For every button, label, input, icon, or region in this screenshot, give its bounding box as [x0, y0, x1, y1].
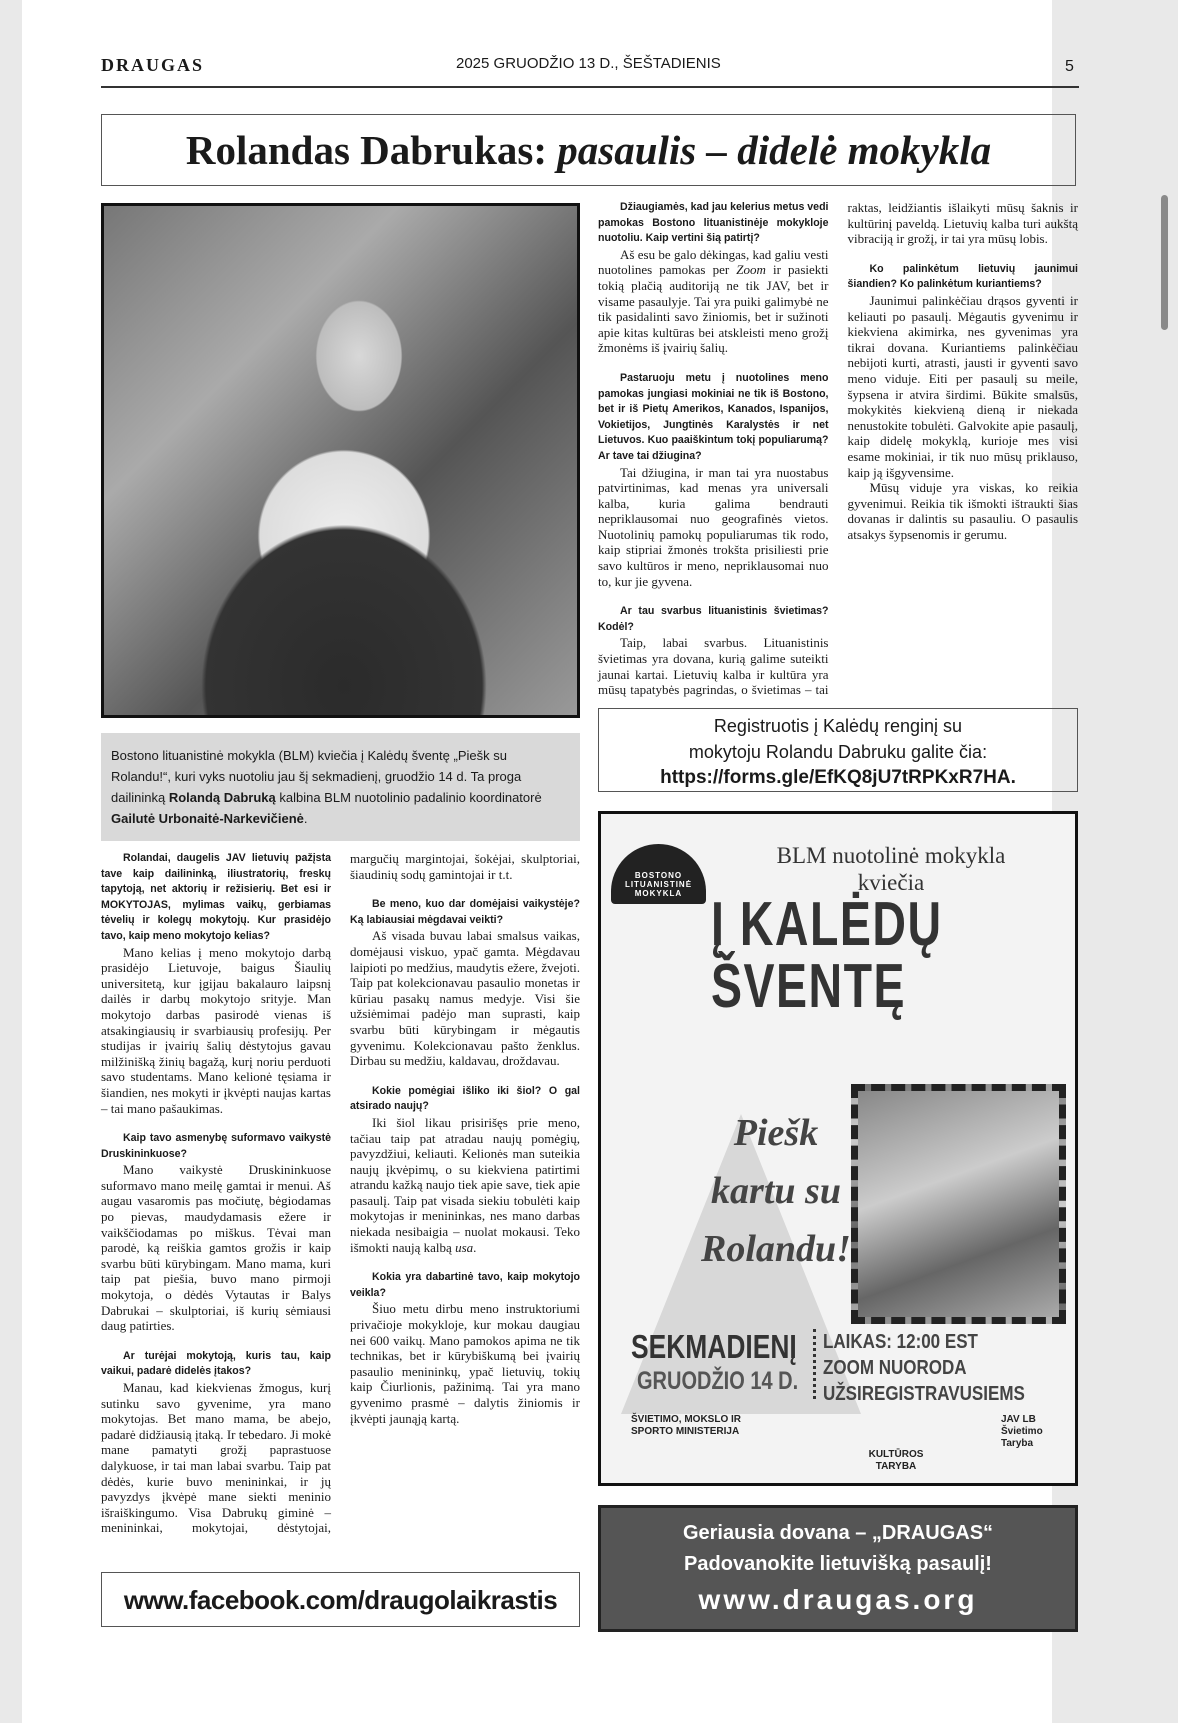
portrait-photo [101, 203, 580, 718]
ad-line: Geriausia dovana – „DRAUGAS“ [682, 1522, 994, 1544]
interview-answer: Mano kelias į meno mokytojo darbą prasidėjo Lietuvoje, baigus Šiaulių universitetą, kur įgijau bakalauro laipsnį dailės ir darbų mokytojo srityje. Man mokytojo darbas pasirodė vienas iš atsakingiausių ir svarbiausių profesijų. Per studijas ir įvairių šalių dėstytojus gavau milžinišką žinių bagažą, kurį noriu perduoti savo studentams. Mano kelionė tęsiama ir šiandien, nes mokyti ir įkvėpti naujas kartas – tai mano pašaukimas. [101, 944, 331, 1116]
registration-link[interactable]: https://forms.gle/EfKQ8jU7tRPKxR7HA. [660, 767, 1016, 788]
interview-columns-left [101, 851, 580, 1566]
interview-question: Ko palinkėtum lietuvių jaunimui šiandien? Ko palinkėtum kuriantiems? [847, 262, 1078, 291]
intro-caption [101, 733, 580, 841]
caption-bold-name: Rolandą Dabruką [168, 790, 276, 805]
poster-script-text [671, 1104, 881, 1278]
interview-answer: Taip, labai svarbus. Lituanistinis švietimas yra dovana, kurią galime suteikti jaunai kartai. Lietuvių kalba ir kultūra yra mūsų tapatybės pagrindas, o švietimas – tai raktas, leidžiantis išlaikyti mūsų šaknis ir kultūrinį paveldą. Lietuvių kalba turi aukštą vibraciją ir grožį, ir tai yra mūsų lobis. [598, 200, 1078, 698]
headline-line: Į KALĖDŲ [711, 890, 943, 959]
sponsor-jav-lb-logo: JAV LB Švietimo Taryba [1001, 1414, 1043, 1449]
poster-headline [711, 890, 943, 1021]
school-logo [611, 844, 706, 904]
interview-answer: Mano vaikystė Druskininkuose suformavo mano meilę gamtai ir menui. Aš augau vasaromis pas močiutę, bėgiodamas po pievas, maudydamasis ežere ir vaikščiodamas po miškus. Tėvai man parodė, ką reiškia gamtos grožis ir kaip svarbu būti kūrybingam. Mano mama, kuri taip pat piešia, buvo mano pirmoji mokytoja, o dėdės Vytautas ir Balys Dabrukai – skulptoriai, iš kurių sėmiausi daug patirties. [101, 1162, 331, 1334]
interview-columns-right [598, 200, 1078, 700]
registration-line: mokytoju Rolandu Dabruku galite čia: [688, 742, 988, 762]
draugas-ad [598, 1505, 1078, 1632]
script-line: Rolandu! [701, 1228, 851, 1270]
registration-box [598, 708, 1078, 792]
script-line: kartu su [711, 1170, 841, 1212]
interview-answer: Tai džiugina, ir man tai yra nuostabus patvirtinimas, kad menas yra universali kalba, kuria galima bendrauti nepriklausomai nuo geografinės vietos. Nuotolinių pamokų populiarumas tik rodo, kaip stipriai žmonės trokšta prisiliesti prie savo kultūros ir meno, nepriklausomai nuo to, kur jie gyvena. [598, 464, 829, 589]
headline-line: ŠVENTĘ [711, 952, 907, 1021]
interview-question: Kaip tavo asmenybę suformavo vaikystė Druskininkuose? [101, 1132, 331, 1160]
invite-line: kviečia [857, 870, 925, 895]
poster-time-info [823, 1329, 1025, 1407]
poster-photo [851, 1084, 1066, 1324]
caption-text: . [303, 811, 308, 826]
facebook-link[interactable]: www.facebook.com/draugolaikrastis [101, 1572, 580, 1627]
poster-day: SEKMADIENĮ [631, 1328, 797, 1365]
interview-question: Be meno, kuo dar domėjaisi vaikystėje? Ką labiausiai mėgdavai veikti? [350, 898, 580, 926]
poster-date: GRUODŽIO 14 D. [637, 1367, 799, 1395]
event-poster [598, 811, 1078, 1486]
interview-question: Džiaugiamės, kad jau kelerius metus vedi pamokas Bostono lituanistinėje mokykloje nuotoliu. Kaip vertini šią patirtį? [598, 201, 829, 245]
logo-text: BOSTONO LITUANISTINĖ MOKYKLA [624, 871, 693, 898]
interview-answer: Šiuo metu dirbu meno instruktoriumi privačioje mokykloje, kur mokau daugiau nei 600 vaikų. Mano pamokos apima ne tik technikas, bet ir kūrybiškumą bei įvairių pasaulio menininkų, ypač lietuvių, tokių kaip Čiurlionis, pažinimą. Tai yra mano gyvenimo prasmė – dalytis žiniomis ir įkvėpti jaunąją kartą. [350, 1301, 580, 1426]
sponsor-culture-council-logo: KULTŪROS TARYBA [868, 1449, 924, 1472]
title-name: Rolandas Dabrukas: [185, 127, 547, 173]
article-title [101, 114, 1076, 186]
interview-question: Pastaruoju metu į nuotolines meno pamokas jungiasi mokiniai ne tik iš Bostono, bet ir iš Pietų Amerikos, Kanados, Ispanijos, Vokietijos, Jungtinės Karalystės ir net Lietuvos. Kuo paaiškintum tokį populiarumą? Ar tave tai džiugina? [598, 371, 829, 462]
poster-time: LAIKAS: 12:00 EST [823, 1331, 978, 1353]
interview-question: Kokie pomėgiai išliko iki šiol? O gal atsirado naujų? [350, 1084, 580, 1113]
script-line: Piešk [733, 1112, 819, 1154]
poster-zoom-line: UŽSIREGISTRAVUSIEMS [823, 1383, 1025, 1405]
interview-question: Ar turėjai mokytoją, kuris tau, kaip vaikui, padarė didelės įtakos? [101, 1349, 331, 1378]
caption-text: kalbina BLM nuotolinio padalinio koordinatorė [275, 790, 542, 805]
header-rule [101, 86, 1079, 88]
poster-invite [721, 842, 1061, 896]
invite-line: BLM nuotolinė mokykla [776, 843, 1006, 868]
interview-answer: Jaunimui palinkėčiau drąsos gyventi ir keliauti po pasaulį. Mėgautis gyvenimu ir kiekviena akimirka, nes gyvenimas yra tikrai dovana. Kuriantiems palinkėčiau nebijoti kurti, atrasti, jausti ir gyventi savo meno viduje. Eiti per pasaulį su meile, šypsena ir atvira širdimi. Būkite smalsūs, mokykitės kiekvieną dieną ir niekada nenustokite tobulėti. Galvokite apie pasaulį, kaip didelę mokyklą, kurioje mes visi esame mokiniai, ir tik nuo mūsų priklauso, kaip ją išgyvensime. [847, 292, 1078, 480]
interview-answer: Mūsų viduje yra viskas, ko reikia gyvenimui. Reikia tik išmokti ištraukti šias dovanas ir dalintis su pasauliu. O pasaulis atsakys šypsenomis ir gerumu. [847, 480, 1078, 542]
interview-question: Kokia yra dabartinė tavo, kaip mokytojo veikla? [350, 1271, 580, 1299]
issue-date: 2025 GRUODŽIO 13 D., ŠEŠTADIENIS [456, 55, 721, 72]
caption-text: Bostono lituanistinė mokykla (BLM) kviečia į Kalėdų šventę „Piešk su Rolandu!“, kuri vyks nuotoliu jau šį sekmadienį, gruodžio 14 d. Ta proga dailininką [111, 748, 522, 805]
masthead: DRAUGAS [101, 55, 205, 75]
interview-question: Ar tau svarbus lituanistinis švietimas? Kodėl? [598, 605, 829, 633]
interview-question: Rolandai, daugelis JAV lietuvių pažįsta tave kaip dailininką, iliustratorių, freskų tapytoją, net aktorių ir režisierių. Bet esi ir MOKYTOJAS, mylimas vaikų, gerbiamas tėvelių ir kolegų mokytojų. Kur prasidėjo tavo, kaip meno mokytojo kelias? [101, 852, 331, 942]
sponsor-ministry-logo: ŠVIETIMO, MOKSLO IR SPORTO MINISTERIJA [631, 1414, 742, 1437]
page-number: 5 [1065, 58, 1074, 75]
ad-link[interactable]: www.draugas.org [698, 1584, 978, 1615]
dotted-divider [813, 1329, 816, 1399]
interview-answer: Aš visada buvau labai smalsus vaikas, domėjausi viskuo, ypač gamta. Mėgdavau laipioti po medžius, maudytis ežere, žvejoti. Taip pat kolekcionavau pasaulio monetas ir kūriau pasakų namus medyje. Visi šie užsiėmimai padėjo man suprasti, kaip svarbu būti kūrybingam ir mėgautis gyvenimu. Kolekcionavau pašto ženklus. Dirbau su medžiu, kaldavau, droždavau. [350, 928, 580, 1069]
scrollbar-thumb[interactable] [1161, 195, 1168, 330]
ad-line: Padovanokite lietuvišką pasaulį! [684, 1553, 992, 1575]
title-subtitle: pasaulis – didelė mokykla [557, 127, 992, 173]
interview-answer: Iki šiol likau prisirišęs prie meno, tačiau taip pat atradau naujų pomėgių, pavyzdžiui, keliauti. Kelionės man suteikia naujų įkvėpimų, o su kiekviena patirtimi atrandu kažką naujo tiek apie save, tiek apie pasaulį. Taip pat visada siekiu tobulėti kaip mokytojas ir menininkas, nes mano darbas niekada nesibaigia – nuolat mokausi. Teko išmokti naują kalbą usa. [350, 1114, 580, 1255]
caption-bold-author: Gailutė Urbonaitė-Narkevičienė [111, 811, 304, 826]
interview-answer: Aš esu be galo dėkingas, kad galiu vesti nuotolines pamokas per Zoom ir pasiekti tokią plačią auditoriją ne tik JAV, bet ir visame pasaulyje. Tai yra puiki galimybė ne tik pasidalinti savo žiniomis, bet ir sužinoti apie kitas kultūras bei atskleisti meno grožį žmonėms iš įvairių šalių. [598, 246, 829, 356]
interview-answer: Manau, kad kiekvienas žmogus, kurį sutinku savo gyvenime, yra mano mokytojas. Bet mano mama, be abejo, padarė didžiausią įtaką. Ir tebedaro. Ji mokė mane pamatyti grožį paprastuose dalykuose, ir tai man labai svarbu. Taip pat dėdės, kurie buvo menininkai, ir jų pavyzdys įkvėpė mane siekti meninio išraiškingumo. Visa Dabrukų giminė – menininkai, mokytojai, dėstytojai, margučių margintojai, šokėjai, skulptoriai, šiaudinių sodų gamintojai ir t.t. [101, 851, 580, 1536]
registration-line: Registruotis į Kalėdų renginį su [713, 716, 963, 736]
poster-zoom-line: ZOOM NUORODA [823, 1357, 967, 1379]
